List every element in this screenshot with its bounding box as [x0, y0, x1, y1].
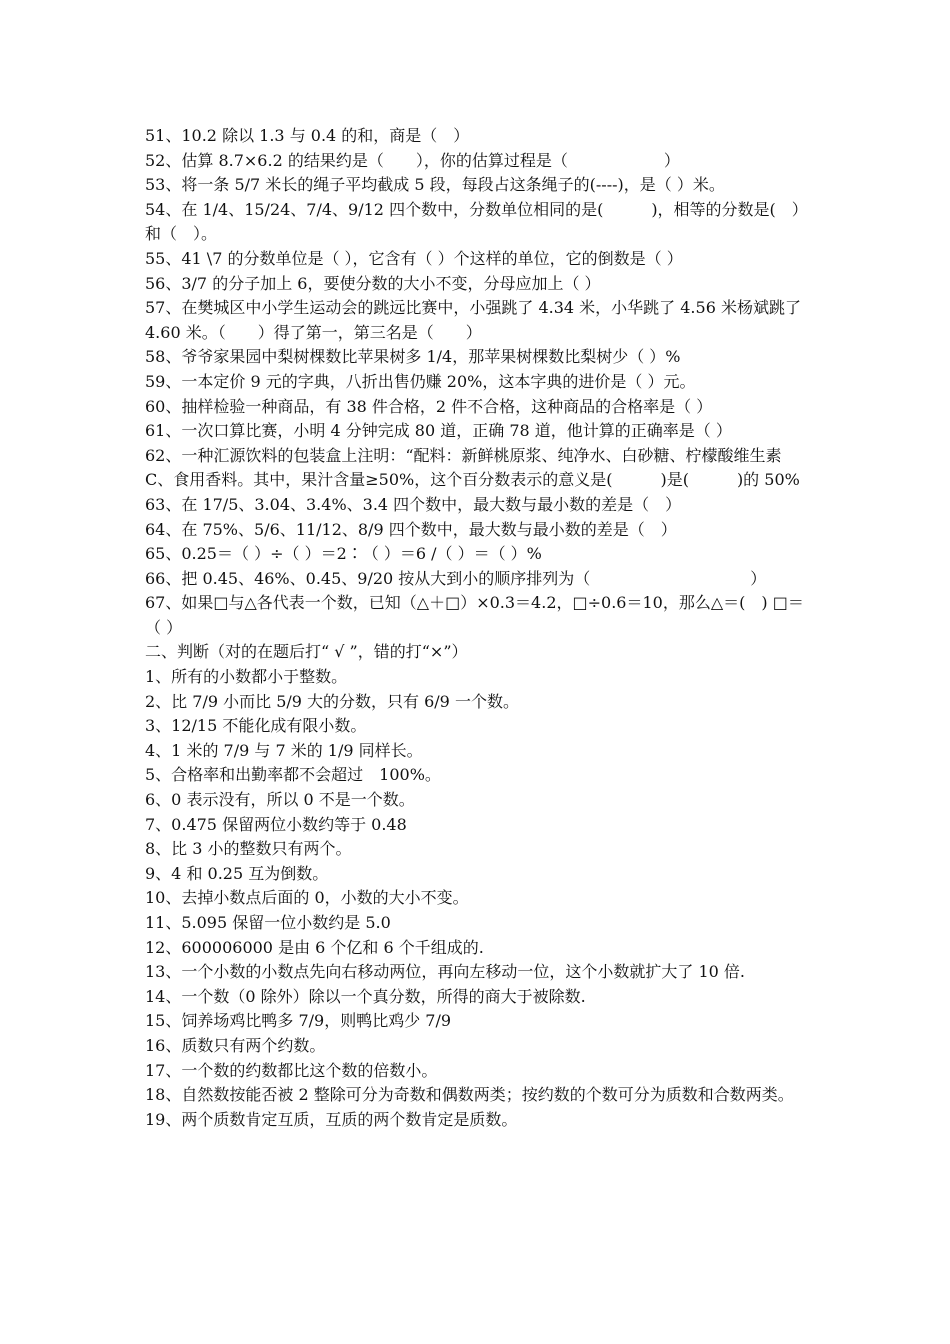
- question-55: 55、41 \7 的分数单位是（ ），它含有（ ）个这样的单位，它的倒数是（ ）: [145, 248, 683, 268]
- judgement-9: 9、4 和 0.25 互为倒数。: [145, 863, 329, 883]
- judgement-15: 15、饲养场鸡比鸭多 7/9，则鸭比鸡少 7/9: [145, 1011, 452, 1031]
- judgement-5: 5、合格率和出勤率都不会超过 100%。: [145, 765, 441, 785]
- judgement-6: 6、0 表示没有，所以 0 不是一个数。: [145, 790, 415, 810]
- judgement-4: 4、1 米的 7/9 与 7 米的 1/9 同样长。: [145, 740, 423, 760]
- section-heading-judgement: 二、判断（对的在题后打“ √ ”，错的打“×”）: [145, 642, 468, 662]
- question-62: 62、一种汇源饮料的包装盒上注明：“配料：新鲜桃原浆、纯净水、白砂糖、柠檬酸维生素 C、食用香料。其中，果汁含量≥50%，这个百分数表示的意义是( )是( )的 50%: [145, 445, 800, 490]
- judgement-10: 10、去掉小数点后面的 0，小数的大小不变。: [145, 888, 469, 908]
- judgement-14: 14、一个数（0 除外）除以一个真分数，所得的商大于被除数.: [145, 986, 586, 1006]
- question-58: 58、爷爷家果园中梨树棵数比苹果树多 1/4，那苹果树棵数比梨树少（ ）%: [145, 347, 681, 367]
- question-54: 54、在 1/4、15/24、7/4、9/12 四个数中，分数单位相同的是( )，相等的分数是( ）和（ ）。: [145, 199, 808, 244]
- judgement-16: 16、质数只有两个约数。: [145, 1035, 326, 1055]
- question-63: 63、在 17/5、3.04、3.4%、3.4 四个数中，最大数与最小数的差是（ ）: [145, 494, 682, 514]
- judgement-12: 12、600006000 是由 6 个亿和 6 个千组成的.: [145, 937, 484, 957]
- question-64: 64、在 75%、5/6、11/12、8/9 四个数中，最大数与最小数的差是（ ）: [145, 519, 677, 539]
- judgement-7: 7、0.475 保留两位小数约等于 0.48: [145, 814, 407, 834]
- document-body: [145, 124, 813, 1132]
- question-66: 66、把 0.45、46%、0.45、9/20 按从大到小的顺序排列为（ ）: [145, 568, 767, 588]
- question-51: 51、10.2 除以 1.3 与 0.4 的和，商是（ ）: [145, 126, 470, 145]
- judgement-18: 18、自然数按能否被 2 整除可分为奇数和偶数两类；按约数的个数可分为质数和合数两类。: [145, 1085, 794, 1105]
- question-57: 57、在樊城区中小学生运动会的跳远比赛中，小强跳了 4.34 米，小华跳了 4.56 米杨斌跳了 4.60 米。（ ）得了第一，第三名是（ ）: [145, 298, 801, 342]
- question-67: 67、如果□与△各代表一个数，已知（△＋□）×0.3＝4.2，□÷0.6＝10，那么△＝( ) □＝（ ）: [145, 593, 804, 637]
- question-60: 60、抽样检验一种商品，有 38 件合格，2 件不合格，这种商品的合格率是（ ）: [145, 396, 713, 416]
- judgement-19: 19、两个质数肯定互质，互质的两个数肯定是质数。: [145, 1109, 518, 1129]
- judgement-8: 8、比 3 小的整数只有两个。: [145, 839, 352, 859]
- question-52: 52、估算 8.7×6.2 的结果约是（ ），你的估算过程是（ ）: [145, 150, 680, 170]
- question-65: 65、0.25＝（ ）÷（ ）＝2∶（ ）＝6 /（ ）＝（ ）%: [145, 544, 542, 564]
- judgement-17: 17、一个数的约数都比这个数的倍数小。: [145, 1060, 438, 1080]
- question-61: 61、一次口算比赛，小明 4 分钟完成 80 道，正确 78 道，他计算的正确率是（ ）: [145, 421, 732, 441]
- question-59: 59、一本定价 9 元的字典，八折出售仍赚 20%，这本字典的进价是（ ）元。: [145, 371, 696, 391]
- judgement-11: 11、5.095 保留一位小数约是 5.0: [145, 913, 391, 932]
- judgement-2: 2、比 7/9 小而比 5/9 大的分数，只有 6/9 一个数。: [145, 691, 519, 711]
- question-53: 53、将一条 5/7 米长的绳子平均截成 5 段，每段占这条绳子的(----)，是（ ）米。: [145, 175, 725, 195]
- question-56: 56、3/7 的分子加上 6，要使分数的大小不变，分母应加上（ ）: [145, 273, 601, 293]
- judgement-3: 3、12/15 不能化成有限小数。: [145, 716, 367, 736]
- judgement-1: 1、所有的小数都小于整数。: [145, 667, 348, 687]
- judgement-13: 13、一个小数的小数点先向右移动两位，再向左移动一位，这个小数就扩大了 10 倍.: [145, 962, 745, 982]
